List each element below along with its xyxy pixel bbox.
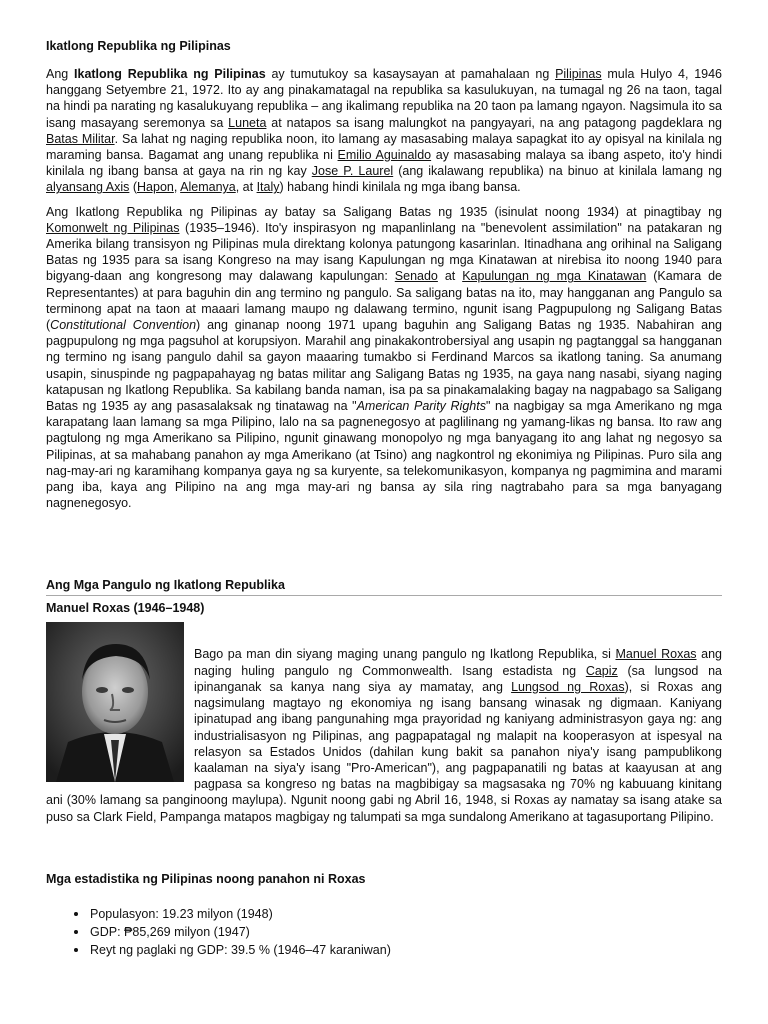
link-senado[interactable]: Senado (394, 269, 438, 284)
link-komonwelt[interactable]: Komonwelt ng Pilipinas (46, 220, 180, 235)
italic-term: Constitutional Convention (50, 318, 197, 333)
bold-term: Ikatlong Republika ng Pilipinas (74, 67, 266, 81)
stats-list (46, 905, 722, 959)
link-emilio-aguinaldo[interactable]: Emilio Aguinaldo (337, 148, 432, 163)
text: ), si Roxas ang nagsimulang magtayo ng ekonomiya ng isang bansang winasak ng digmaan. Kaniyang ipinatupad ang ibang pangunahing mga prayoridad ng kaniyang administrasyon gaya ng: ang industrialisasyon ng Pilipinas, ang pagpapatagal ng malapit na kooperasyon at ispesyal na relasyon sa Estados Unidos (dahilan kung bakit sa panahon niya'y isang pampublikong kaalaman na siya'y isang "Pro-American"), ang pagpapanatili ng batas at kaayusan at ang pagpasa sa kongreso ng batas na magbibigay sa magsasaka ng 70% ng kabuuang kinitang ani (30% lamang sa panginoong maylupa). Ngunit noong gabi ng Abril 16, 1948, si Roxas ay namatay sa isang atake sa puso sa Clark Field, Pampanga matapos magbigay ng talumpati sa mga sundalong Amerikano at tagasuportang Pilipino. (46, 679, 722, 824)
text: ( (129, 180, 138, 195)
portrait-image (46, 622, 184, 782)
text: Ang Ikatlong Republika ng Pilipinas ay batay sa Saligang Batas ng 1935 (isinulat noong 1934) at pinagtibay ng (46, 204, 722, 219)
list-item: Populasyon: 19.23 milyon (1948) (90, 905, 722, 923)
text: Bago pa man din siyang maging unang pangulo ng Ikatlong Republika, si (194, 647, 616, 662)
text: at (437, 269, 463, 284)
text: ang naging huling pangulo ng Commonwealth. Isang estadista ng (194, 647, 722, 678)
text: ) ang ginanap noong 1971 upang baguhin ang Saligang Batas ng 1935. Nabahiran ang pagpupulong ng mga pagsuhol at korupsiyon. Marahil ang pinakakontrobersiyal ang usapin ng pagtanggal sa hangganan ng termino ng isang pangulo dahil sa gayon maaaring tumakbo si Ferdinand Marcos sa ikatlong taning. Sa anumang usapin, sinuspinde ng pagpapahayag ng batas militar ang Saligang Batas ng 1935, na gaya nang nasabi, siyang naging katapusan ng Ikatlong Republika. Sa kabilang banda naman, isa pa sa pinakamalaking bagay na nagpabago sa Saligang Batas ng 1935 ay ang pasasalaksak ng tinatawag na " (46, 318, 722, 414)
president-name: Manuel Roxas (1946–1948) (46, 601, 205, 616)
text: . Sa lahat ng naging republika noon, ito lamang ay masasabing malaya sapagkat ito ay opisyal na kinilala ng maraming bansa. Bagamat ang unang republika ni (46, 131, 722, 163)
portrait-photo (46, 622, 184, 782)
text: ay tumutukoy sa kasaysayan at pamahalaan ng (265, 67, 556, 81)
link-italy[interactable]: Italy (256, 180, 280, 195)
text: at natapos sa isang malungkot na pangyayari, na ang patagong pagdeklara ng (266, 115, 722, 130)
link-batas-militar[interactable]: Batas Militar (46, 131, 115, 146)
paragraph-intro (46, 66, 722, 196)
link-capiz[interactable]: Capiz (585, 663, 618, 678)
text: (sa lungsod na ipinanganak sa kanya nang siya ay mamatay, ang (194, 663, 722, 694)
text: " na nagbigay sa mga Amerikano ng mga karapatang laan lamang sa mga Pilipino, lalo na sa pagnenegosyo at paglilinang ng yamang-likas ng bansa. Ito raw ang pagtulong ng mga Amerikano sa Pilipino, ngunit ginawang monopolyo ng mga banyagang ito ang lahat ng negosyo sa Pilipinas, at sa mahabang panahon ay mga Amerikano (at Tsino) ang nagkontrol ng ekonimiya ng Pilipinas. Puro sila ang nag-may-ari ng karamihang kompanya gaya ng sa kuryente, sa telekomunikasyon, kompanya ng pagmimina and marami pang iba, kaya ang Pilipino na ang mga may-ari ng bansa ay sila ring nagtrabaho para sa mga banyagang nagnenegosyo. (46, 399, 723, 511)
link-pilipinas[interactable]: Pilipinas (555, 67, 602, 81)
link-lungsod-ng-roxas[interactable]: Lungsod ng Roxas (511, 679, 625, 694)
document-content (46, 38, 722, 959)
link-hapon[interactable]: Hapon (137, 180, 174, 195)
link-alemanya[interactable]: Alemanya (180, 180, 236, 195)
presidents-heading: Ang Mga Pangulo ng Ikatlong Republika (46, 577, 722, 596)
text: Ang (46, 67, 75, 81)
text: mula Hulyo 4, 1946 hanggang Setyembre 21, 1972. Ito ay ang pinakamatagal na republika sa kasulukuyan, na tumagal ng 26 na taon, tagal na hindi pa narating ng kasalukuyang republika – ang ikalimang republika na 20 taon pa lamang ngayon. Nagsimula ito sa isang masayang seremonya sa (46, 67, 722, 130)
text: (Kamara de Representantes) at para baguhin din ang termino ng pangulo. Sa saligang batas na ito, may hangganan ang Pangulo sa terminong apat na taon at maaari lamang maupo ng dalawang termino, ngunit isang Pagpupulong ng Saligang Batas ( (46, 269, 723, 333)
text: (ang ikalawang republika) na binuo at kinilala lamang ng (393, 164, 722, 179)
link-jose-p-laurel[interactable]: Jose P. Laurel (311, 164, 394, 179)
list-item: GDP: ₱85,269 milyon (1947) (90, 923, 722, 941)
italic-term: American Parity Rights (356, 399, 486, 414)
text: ) habang hindi kinilala ng mga ibang bansa. (279, 180, 521, 195)
text: , at (235, 180, 257, 195)
stats-heading: Mga estadistika ng Pilipinas noong panahon ni Roxas (46, 871, 366, 886)
text: (1935–1946). Ito'y inspirasyon ng mapanlinlang na "benevolent assimilation" na patakaran ng Amerika bilang transisyon ng Pilipinas mula direktang kolonya patungong kasarinlan. Itinadhana ang orihinal na Saligang Batas ng 1935 para sa isang Kongreso na may isang Kapulungan ng mga Kinatawan at nirebisa ito noong 1940 para bigyang-daan ang kongresong may dalawang kapulungan: (46, 220, 722, 284)
text: , (173, 180, 181, 195)
spacer (46, 825, 722, 871)
list-item: Reyt ng paglaki ng GDP: 39.5 % (1946–47 karaniwan) (90, 941, 722, 959)
section-title: Ikatlong Republika ng Pilipinas (46, 39, 231, 53)
link-luneta[interactable]: Luneta (228, 115, 267, 130)
spacer (46, 519, 722, 577)
link-kapulungan[interactable]: Kapulungan ng mga Kinatawan (462, 269, 647, 284)
text: ay masasabing malaya sa ibang aspeto, ito'y hindi kinilala ng ibang bansa at gaya na rin ng kay (46, 148, 723, 179)
link-manuel-roxas[interactable]: Manuel Roxas (615, 647, 697, 662)
link-alyansang-axis[interactable]: alyansang Axis (46, 180, 130, 195)
paragraph-constitution (46, 204, 722, 512)
